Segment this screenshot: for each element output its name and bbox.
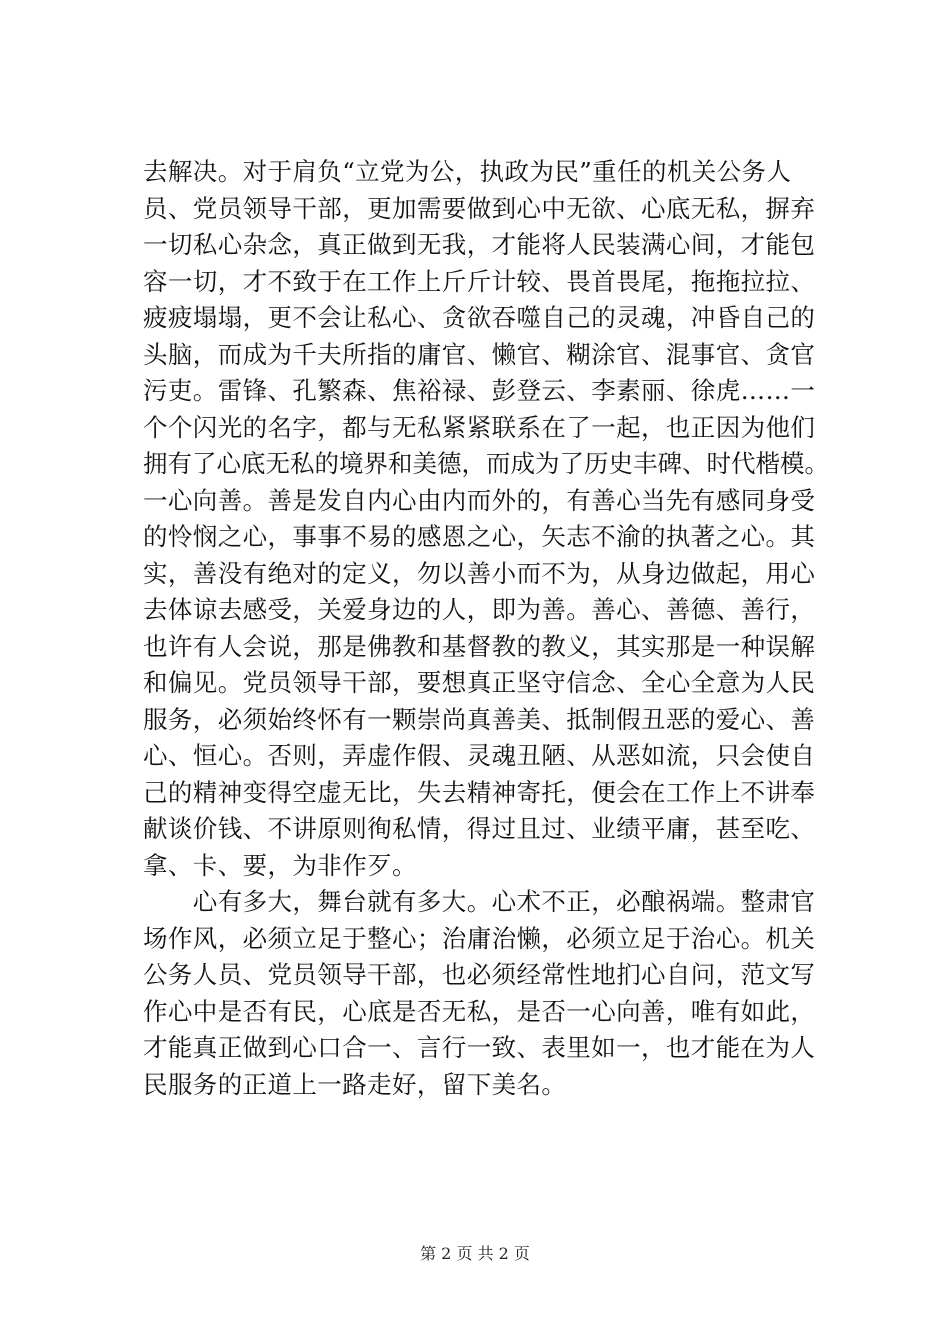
text-line: 拥有了心底无私的境界和美德，而成为了历史丰碑、时代楷模。 — [143, 449, 829, 478]
body-text — [143, 154, 833, 1103]
text-line: 心有多大，舞台就有多大。心术不正，必酿祸端。整肃官 — [143, 887, 816, 916]
text-line: 民服务的正道上一路走好，留下美名。 — [143, 1069, 567, 1099]
text-line: 才能真正做到心口合一、言行一致、表里如一，也才能在为人 — [143, 1033, 816, 1062]
text-line: 疲疲塌塌，更不会让私心、贪欲吞噬自己的灵魂，冲昏自己的 — [143, 303, 816, 332]
text-line: 一心向善。善是发自内心由内而外的，有善心当先有感同身受 — [143, 485, 816, 515]
text-line: 实，善没有绝对的定义，勿以善小而不为，从身边做起，用心 — [143, 558, 816, 588]
text-line: 员、党员领导干部，更加需要做到心中无欲、心底无私，摒弃 — [143, 193, 816, 223]
text-line: 个个闪光的名字，都与无私紧紧联系在了一起，也正因为他们 — [143, 412, 816, 442]
text-line: 拿、卡、要，为非作歹。 — [143, 850, 417, 880]
text-line: 己的精神变得空虚无比，失去精神寄托，便会在工作上不讲奉 — [143, 777, 816, 807]
text-line: 公务人员、党员领导干部，也必须经常性地扪心自问，范文写 — [143, 960, 816, 989]
text-line: 的怜悯之心，事事不易的感恩之心，矢志不渝的执著之心。其 — [143, 522, 816, 551]
text-line: 去体谅去感受，关爱身边的人，即为善。善心、善德、善行， — [143, 595, 816, 624]
text-line: 作心中是否有民，心底是否无私，是否一心向善，唯有如此， — [143, 996, 816, 1026]
text-line: 心、恒心。否则，弄虚作假、灵魂丑陋、从恶如流，只会使自 — [143, 741, 816, 770]
text-line: 一切私心杂念，真正做到无我，才能将人民装满心间，才能包 — [143, 230, 816, 259]
text-line: 也许有人会说，那是佛教和基督教的教义，其实那是一种误解 — [143, 631, 816, 661]
page-number-label: 第 2 页 共 2 页 — [420, 1244, 530, 1263]
text-line: 污吏。雷锋、孔繁森、焦裕禄、彭登云、李素丽、徐虎……一 — [143, 376, 816, 405]
text-line: 场作风，必须立足于整心；治庸治懒，必须立足于治心。机关 — [143, 923, 816, 953]
text-line: 容一切，才不致于在工作上斤斤计较、畏首畏尾，拖拖拉拉、 — [143, 266, 816, 296]
text-line: 献谈价钱、不讲原则徇私情，得过且过、业绩平庸，甚至吃、 — [143, 814, 816, 843]
text-line: 去解决。对于肩负“立党为公，执政为民”重任的机关公务人 — [143, 157, 792, 186]
page-footer — [0, 1244, 950, 1264]
text-line: 和偏见。党员领导干部，要想真正坚守信念、全心全意为人民 — [143, 668, 816, 697]
text-line: 头脑，而成为千夫所指的庸官、懒官、糊涂官、混事官、贪官 — [143, 339, 816, 369]
text-line: 服务，必须始终怀有一颗崇尚真善美、抵制假丑恶的爱心、善 — [143, 704, 816, 734]
